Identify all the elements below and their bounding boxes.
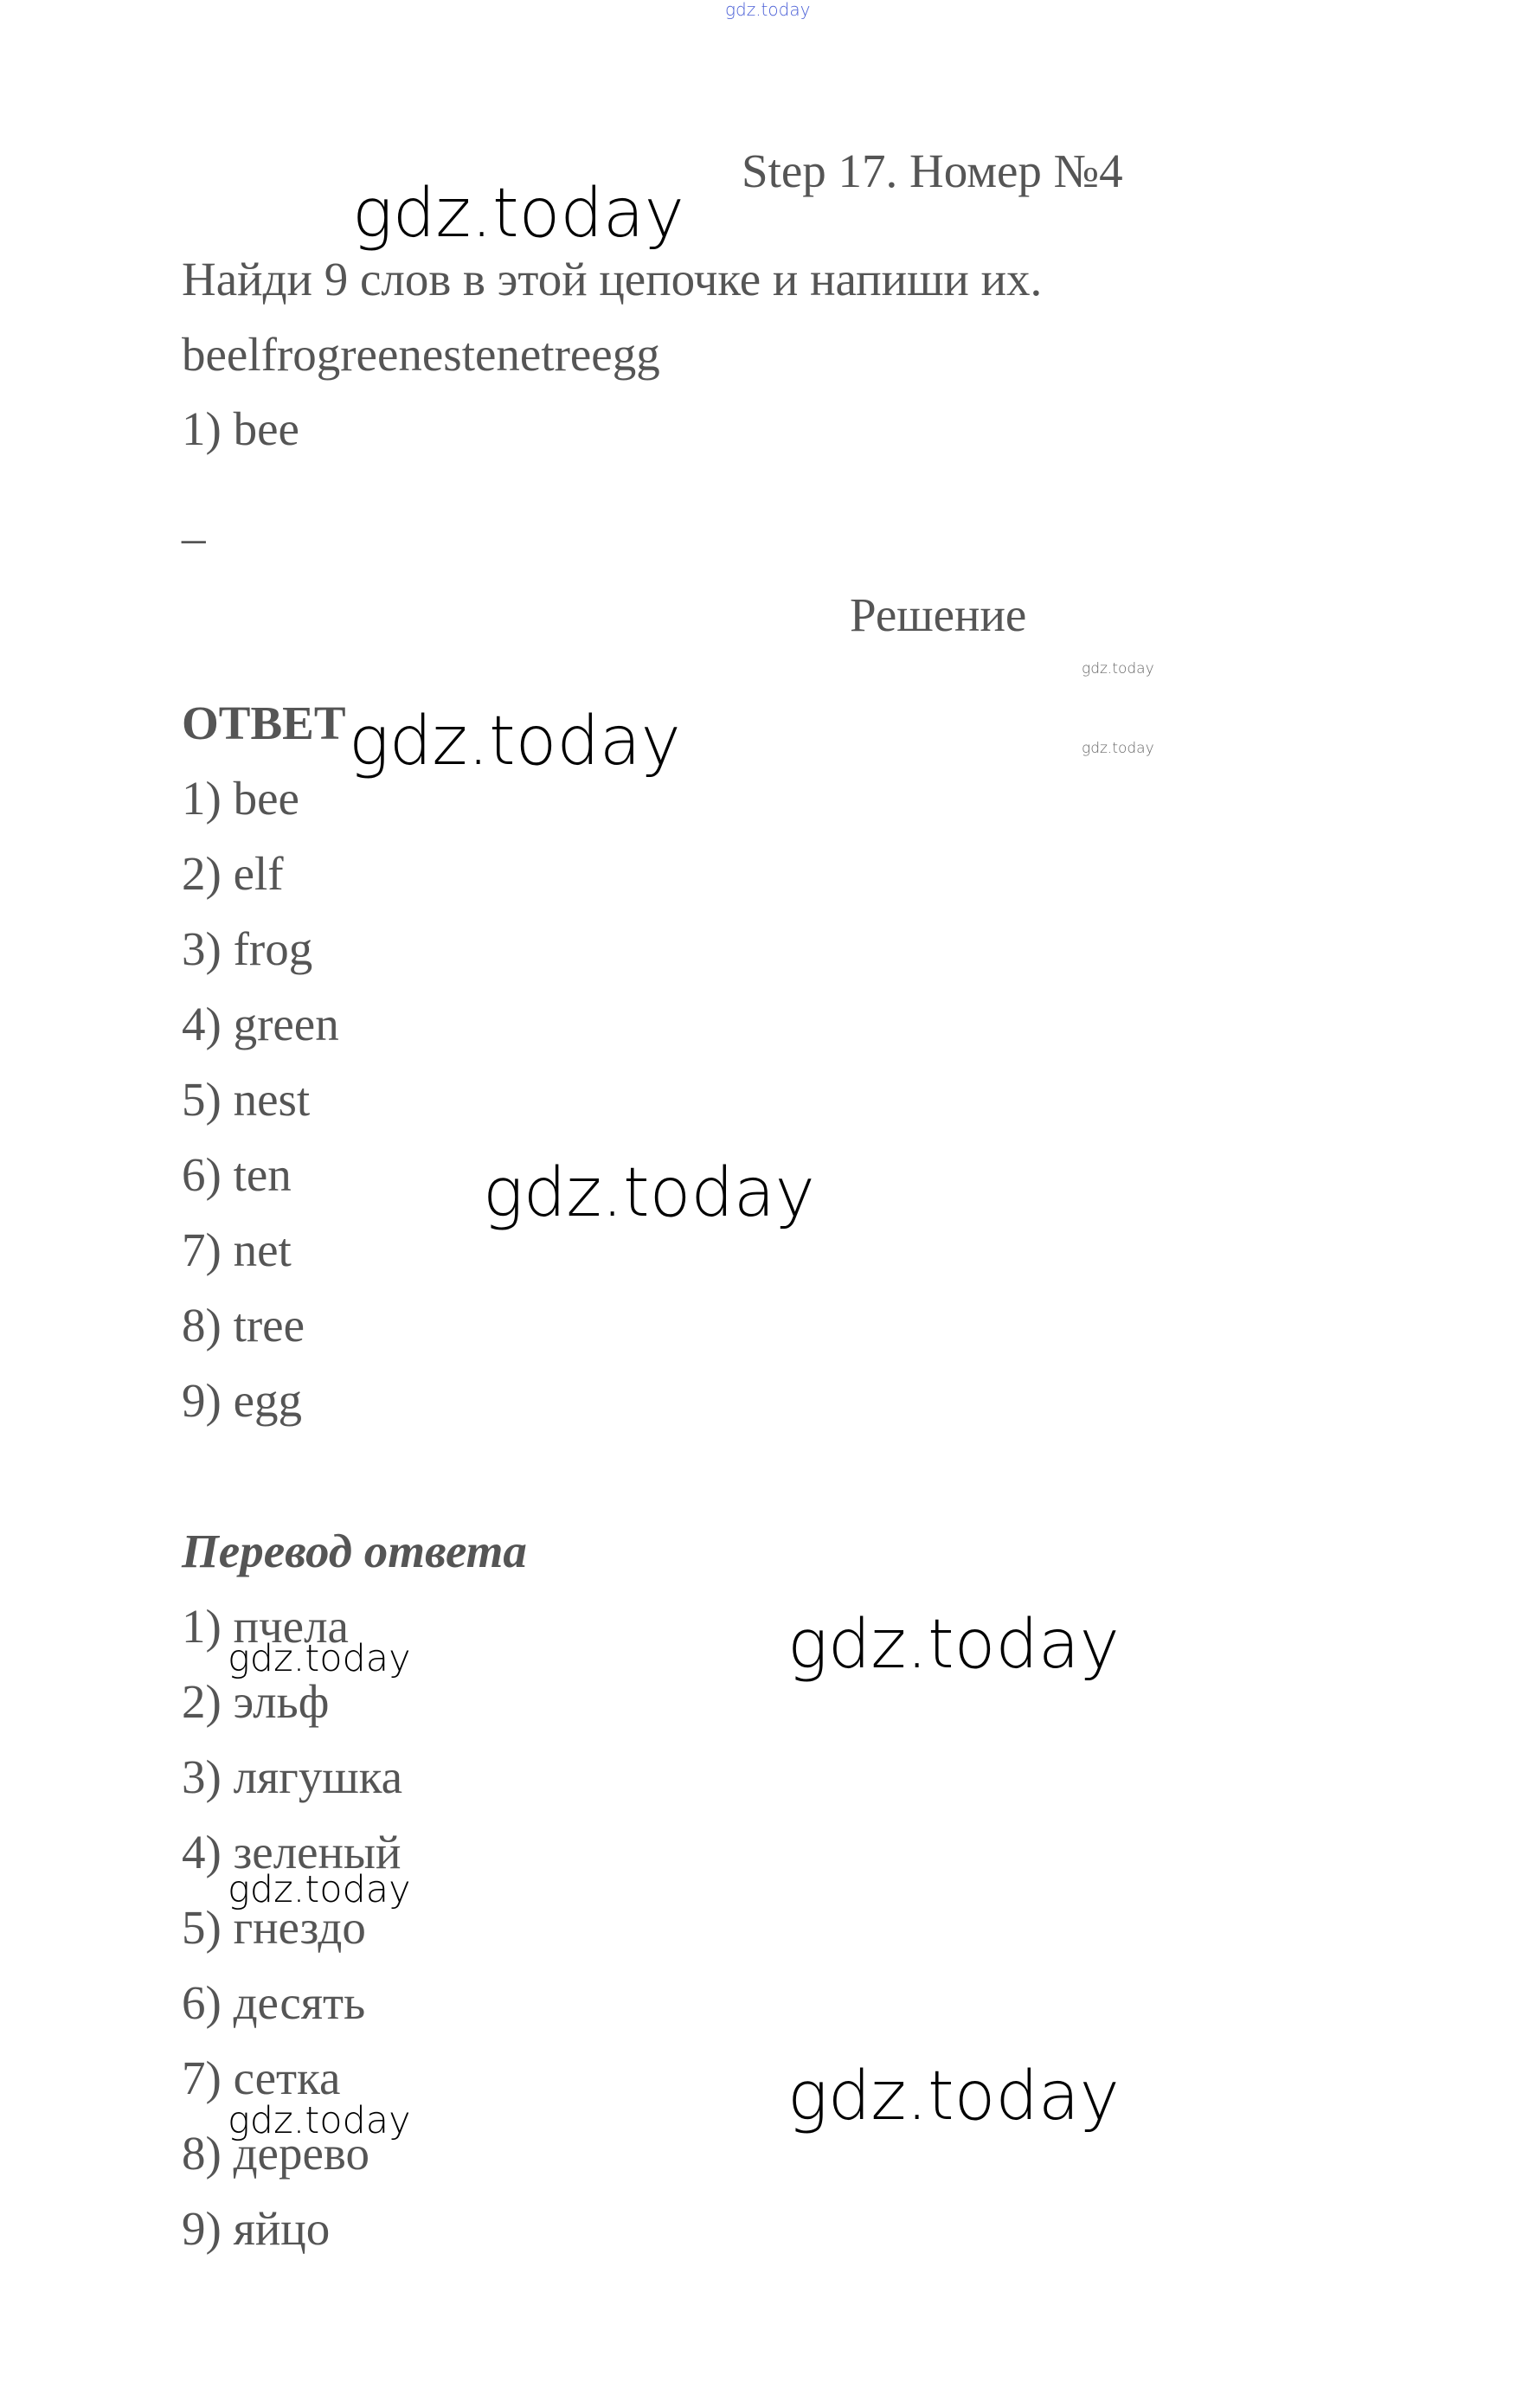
watermark: gdz.today <box>228 2099 411 2142</box>
translation-item: 3) лягушка <box>182 1750 403 1803</box>
translation-item: 8) дерево <box>182 2127 369 2180</box>
watermark: gdz.today <box>787 2058 1120 2135</box>
answer-item: 8) tree <box>182 1299 305 1352</box>
answer-item: 4) green <box>182 998 339 1050</box>
task-example: 1) bee <box>182 402 299 455</box>
watermark: gdz.today <box>483 1154 815 1232</box>
translation-item: 2) эльф <box>182 1675 330 1728</box>
answer-item: 1) bee <box>182 772 299 825</box>
task-instruction: Найди 9 слов в этой цепочке и напиши их. <box>182 253 1043 305</box>
watermark: gdz.today <box>1082 660 1154 677</box>
translation-item: 4) зеленый <box>182 1826 402 1878</box>
translation-heading: Перевод ответа <box>182 1525 527 1577</box>
answer-item: 6) ten <box>182 1148 292 1201</box>
translation-item: 6) десять <box>182 1976 366 2029</box>
answer-heading: ОТВЕТ <box>182 697 346 749</box>
page-title: Step 17. Номер №4 <box>742 144 1123 197</box>
translation-item: 7) сетка <box>182 2052 341 2104</box>
watermark: gdz.today <box>787 1606 1120 1684</box>
watermark: gdz.today <box>349 703 681 780</box>
answer-item: 5) nest <box>182 1073 311 1126</box>
translation-item: 1) пчела <box>182 1600 349 1653</box>
answer-item: 3) frog <box>182 922 313 975</box>
solution-heading: Решение <box>850 588 1027 641</box>
translation-item: 5) гнездо <box>182 1901 366 1954</box>
blank-dash: _ <box>182 495 206 548</box>
answer-item: 7) net <box>182 1223 292 1276</box>
letter-chain: beelfrogreenestenetreegg <box>182 328 660 381</box>
watermark: gdz.today <box>228 1868 411 1911</box>
watermark-top: gdz.today <box>725 0 811 20</box>
watermark: gdz.today <box>1082 740 1154 757</box>
translation-item: 9) яйцо <box>182 2202 331 2255</box>
answer-item: 2) elf <box>182 847 284 900</box>
answer-item: 9) egg <box>182 1374 302 1427</box>
watermark: gdz.today <box>352 175 684 253</box>
watermark: gdz.today <box>228 1637 411 1680</box>
